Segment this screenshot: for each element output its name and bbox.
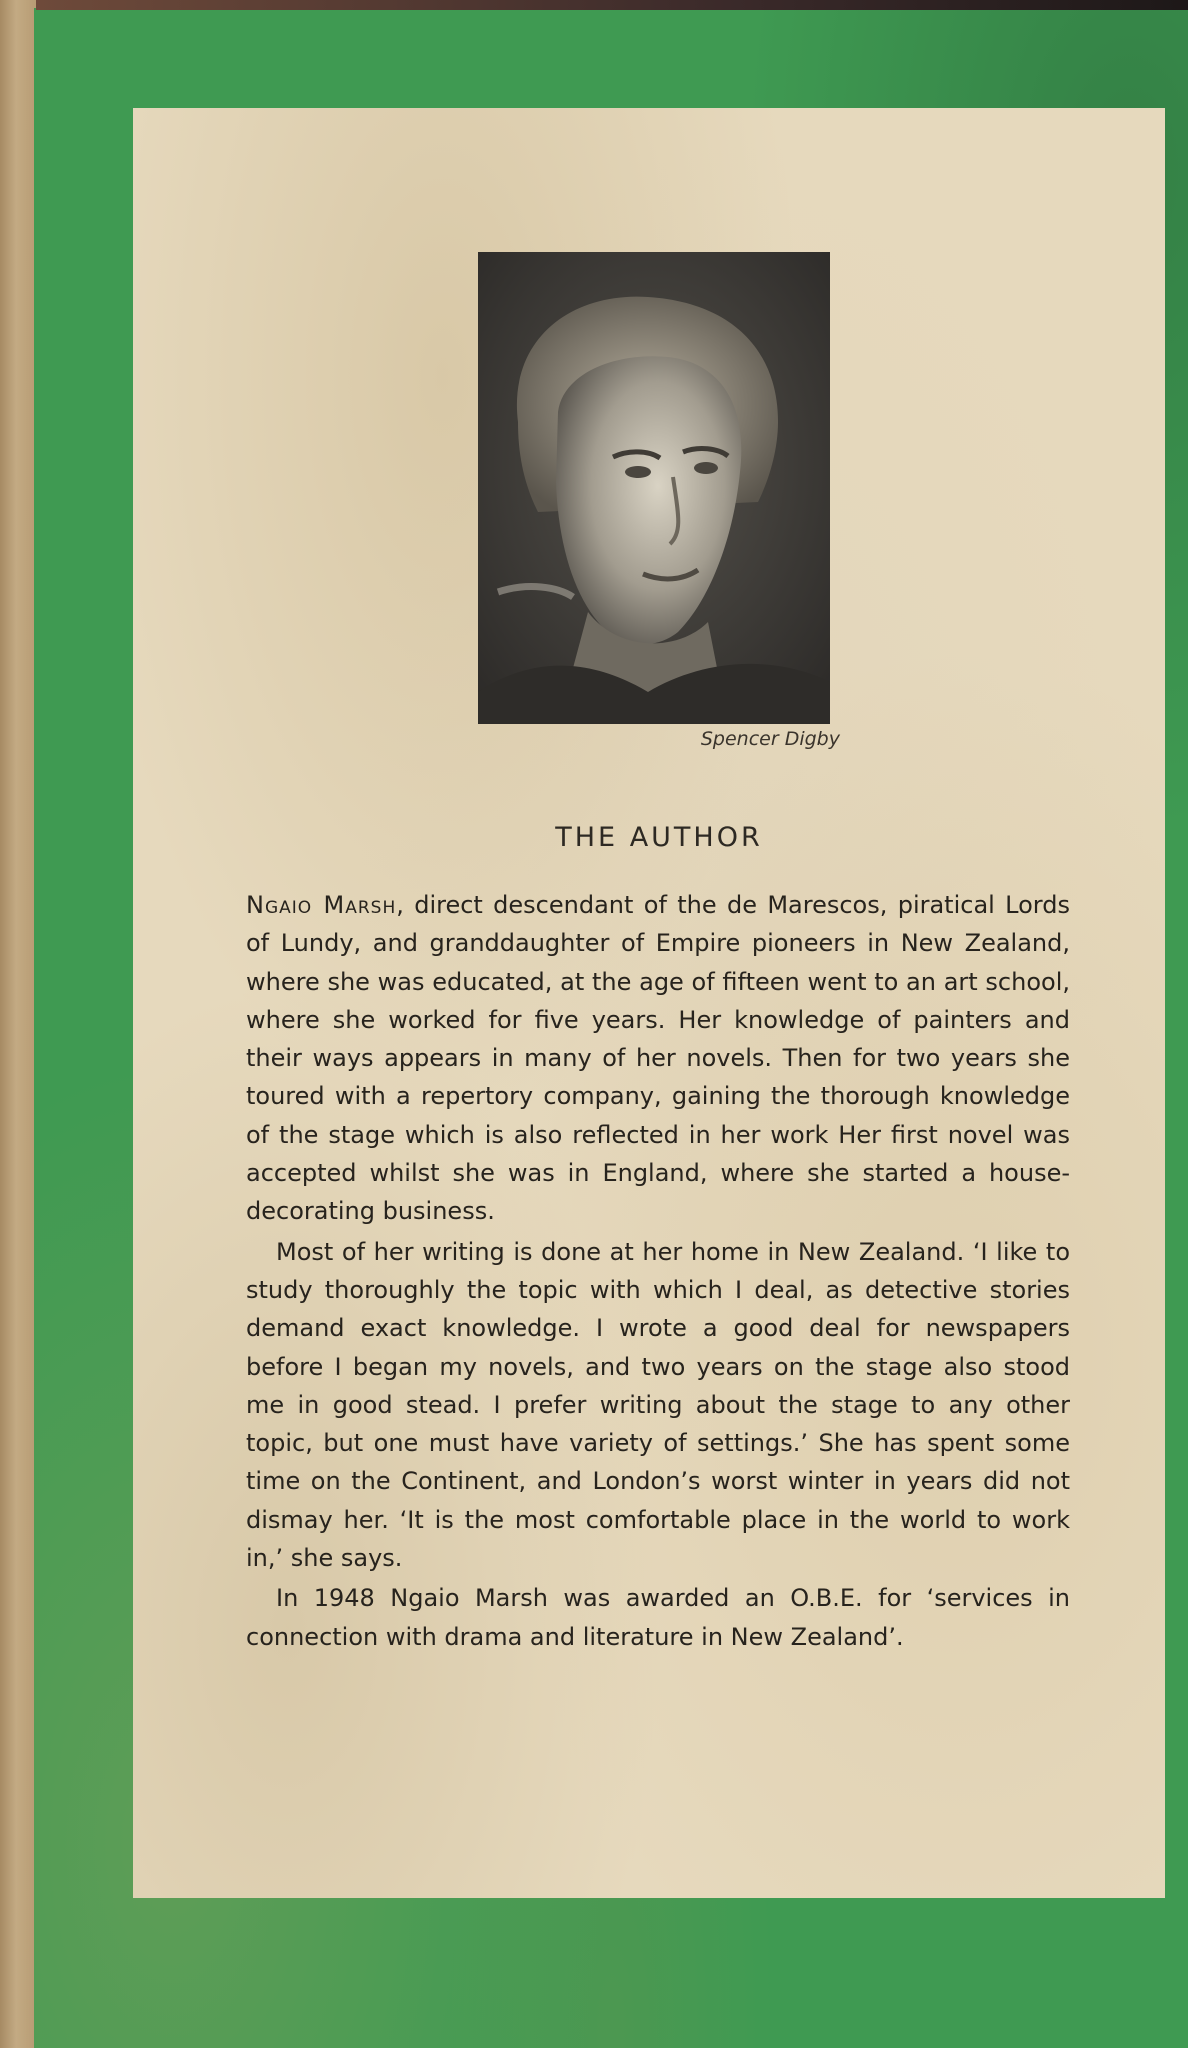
top-edge — [36, 0, 1188, 10]
bio-paragraph-2: Most of her writing is done at her home in New Zealand. ‘I like to study thoroughly the topic with which I deal, as detective stories demand exact knowledge. I wrote a good deal for newspapers before I began my novels, and two years on the stage also stood me in good stead. I prefer writing about the stage to any other topic, but one must have variety of settings.’ She has spent some time on the Continent, and London’s worst winter in years did not dismay her. ‘It is the most comfortable place in the world to work in,’ she says. — [246, 1237, 1070, 1573]
section-heading: THE AUTHOR — [555, 822, 763, 853]
spine-edge — [0, 0, 36, 2048]
bio-paragraph-1-text: , direct descendant of the de Marescos, piratical Lords of Lundy, and granddaughter of Empire pioneers in New Zealand, where she was educated, at the age of fifteen went to an art school, where she worked for five years. Her knowledge of painters and their ways appears in many of her novels. Then for two years she toured with a repertory company, gaining the thorough knowledge of the stage which is also reflected in her work Her first novel was accepted whilst she was in England, where she started a house-decorating business. — [246, 891, 1070, 1226]
bio-paragraph-1 — [246, 886, 1070, 1231]
author-portrait-photo — [478, 252, 830, 724]
author-biography — [246, 886, 1070, 1656]
bio-paragraph-3: In 1948 Ngaio Marsh was awarded an O.B.E. for ‘services in connection with drama and literature in New Zealand’. — [246, 1584, 1070, 1651]
photo-credit: Spencer Digby — [700, 728, 840, 750]
author-name: Ngaio Marsh — [246, 891, 397, 919]
